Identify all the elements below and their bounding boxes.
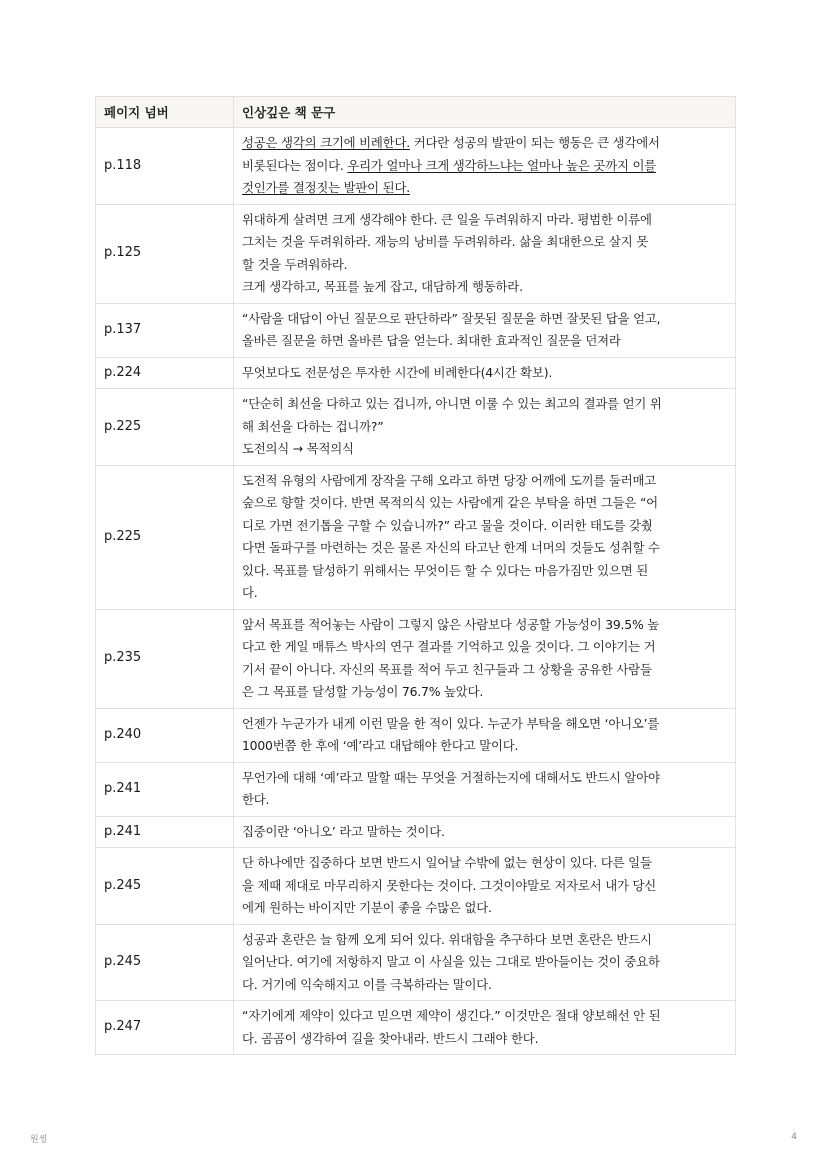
quote-cell [234,389,736,466]
quote-text: 다면 돌파구를 마련하는 것은 물론 자신의 타고난 한계 너머의 것들도 성취할 수 [242,540,660,555]
footer-book-title: 원씽 [30,1135,48,1145]
quote-line [242,821,727,844]
quote-line [242,177,727,200]
quote-line [242,438,727,461]
page-number-cell: p.224 [96,357,234,389]
quote-text: 디로 가면 전기톱을 구할 수 있습니까?” 라고 물을 것이다. 이러한 태도를 갖췄 [242,517,653,533]
quote-line [242,1028,727,1051]
quote-line [242,582,727,605]
quote-line [242,614,727,637]
page-number-cell: p.225 [96,465,234,609]
quote-line [242,681,727,704]
underlined-text: 성공은 생각의 크기에 비례한다. [242,135,410,150]
quote-text: 그치는 것을 두려워하라. 재능의 낭비를 두려워하라. 삶을 최대한으로 살지 못 [242,234,648,249]
quote-text: 도전적 유형의 사람에게 장작을 구해 오라고 하면 당장 어깨에 도끼를 둘러매고 [242,472,657,488]
quote-line [242,308,727,331]
quote-cell [234,816,736,848]
quote-text: 할 것을 두려워하라. [242,256,348,272]
quote-cell [234,924,736,1001]
underlined-text: 것인가를 결정짓는 발판이 된다. [242,180,410,195]
quote-cell [234,1001,736,1055]
quote-text: 다. 거기에 익숙해지고 이를 극복하라는 말이다. [242,976,492,992]
quote-text: 다고 한 게일 매튜스 박사의 연구 결과를 기억하고 있을 것이다. 그 이야기는 거 [242,639,656,654]
quote-line [242,330,727,353]
quote-text: 커다란 성공의 발판이 되는 행동은 큰 생각에서 [409,135,660,150]
quote-text: 도전의식 → 목적의식 [242,441,354,456]
quote-line [242,209,727,232]
quote-line [242,713,727,736]
quote-line [242,875,727,898]
quote-line [242,416,727,439]
quote-text: 을 제때 제대로 마무리하지 못한다는 것이다. 그것이야말로 저자로서 내가 당신 [242,877,657,893]
quote-text: 올바른 질문을 하면 올바른 답을 얻는다. 최대한 효과적인 질문을 던져라 [242,333,621,348]
quote-line [242,951,727,974]
table-row [96,609,736,708]
quote-text: 위대하게 살려면 크게 생각해야 한다. 큰 일을 두려워하지 마라. 평범한 이류에 [242,211,652,227]
quote-text: “자기에게 제약이 있다고 믿으면 제약이 생긴다.” 이것만은 절대 양보해선 안 된 [242,1008,661,1023]
quote-text: 비롯된다는 점이다. [242,157,348,173]
quote-line [242,789,727,812]
table-row [96,357,736,389]
quote-cell [234,128,736,205]
quote-cell [234,357,736,389]
table-body [96,128,736,1055]
quote-text: 1000번쯤 한 후에 ‘예’라고 대답해야 한다고 말이다. [242,738,519,753]
quote-line [242,929,727,952]
quote-text: 숲으로 향할 것이다. 반면 목적의식 있는 사람에게 같은 부탁을 하면 그들은 “어 [242,495,658,510]
quote-line [242,767,727,790]
quote-line [242,231,727,254]
page-number-cell: p.245 [96,924,234,1001]
quote-line [242,132,727,155]
quote-line [242,362,727,385]
quote-text: 있다. 목표를 달성하기 위해서는 무엇이든 할 수 있다는 마음가짐만 있으면 된 [242,562,648,578]
table-row [96,708,736,762]
quote-text: 한다. [242,792,270,807]
quote-line [242,974,727,997]
quote-cell [234,762,736,816]
quote-line [242,470,727,493]
header-quote: 인상깊은 책 문구 [234,97,736,128]
header-page-number: 페이지 넘버 [96,97,234,128]
quote-text: 성공과 혼란은 늘 함께 오게 되어 있다. 위대함을 추구하다 보면 혼란은 반드시 [242,931,652,947]
quote-line [242,1005,727,1028]
quote-text: 기서 끝이 아니다. 자신의 목표를 적어 두고 친구들과 그 상황을 공유한 사람들 [242,661,652,677]
page-number-cell: p.241 [96,816,234,848]
quote-text: 크게 생각하고, 목표를 높게 잡고, 대담하게 행동하라. [242,279,523,294]
quote-line [242,560,727,583]
quote-text: 해 최선을 다하는 겁니까?” [242,418,384,434]
quote-line [242,659,727,682]
quote-text: 에게 원하는 바이지만 기분이 좋을 수많은 없다. [242,900,492,915]
quote-text: 은 그 목표를 달성할 가능성이 76.7% 높았다. [242,684,484,699]
quote-cell [234,465,736,609]
quote-line [242,735,727,758]
table-row [96,128,736,205]
page-number-cell: p.240 [96,708,234,762]
quote-cell [234,204,736,303]
underlined-text: 우리가 얼마나 크게 생각하느냐는 얼마나 높은 곳까지 이를 [347,157,657,173]
table-row [96,465,736,609]
quote-text: 다. [242,585,258,600]
page-number-cell: p.118 [96,128,234,205]
table-header-row [96,97,736,128]
quote-cell [234,303,736,357]
quote-line [242,537,727,560]
page-number-cell: p.137 [96,303,234,357]
quote-text: 다. 곰곰이 생각하여 길을 찾아내라. 반드시 그래야 한다. [242,1030,539,1046]
page-number-cell: p.245 [96,848,234,925]
page-number-cell: p.235 [96,609,234,708]
quote-text: 일어난다. 여기에 저항하지 말고 이 사실을 있는 그대로 받아들이는 것이 중요하 [242,954,660,969]
quote-cell [234,609,736,708]
quote-text: 무엇보다도 전문성은 투자한 시간에 비례한다(4시간 확보). [242,364,553,380]
quote-text: 집중이란 ‘아니오’ 라고 말하는 것이다. [242,823,445,839]
quote-line [242,155,727,178]
table-row [96,303,736,357]
page-number-cell: p.225 [96,389,234,466]
table-row [96,816,736,848]
table-row [96,924,736,1001]
quote-line [242,492,727,515]
quote-line [242,852,727,875]
quote-line [242,276,727,299]
quote-text: “사람을 대답이 아닌 질문으로 판단하라” 잘못된 질문을 하면 잘못된 답을 얻고, [242,310,661,326]
table-row [96,204,736,303]
quote-cell [234,708,736,762]
quote-line [242,636,727,659]
quote-line [242,254,727,277]
table-row [96,762,736,816]
quote-line [242,515,727,538]
quotes-table [95,96,736,1055]
table-row [96,848,736,925]
page-number-cell: p.125 [96,204,234,303]
quote-text: 무언가에 대해 ‘예’라고 말할 때는 무엇을 거절하는지에 대해서도 반드시 알아야 [242,769,660,785]
table-row [96,1001,736,1055]
quote-line [242,393,727,416]
quote-text: “단순히 최선을 다하고 있는 겁니까, 아니면 이룰 수 있는 최고의 결과를 얻기 위 [242,396,662,411]
page-number-cell: p.247 [96,1001,234,1055]
table-row [96,389,736,466]
quote-text: 앞서 목표를 적어놓는 사람이 그렇지 않은 사람보다 성공할 가능성이 39.5% 높 [242,616,660,632]
quote-line [242,897,727,920]
page-number-cell: p.241 [96,762,234,816]
footer-page-number: 4 [791,1132,797,1142]
quote-text: 단 하나에만 집중하다 보면 반드시 일어날 수밖에 없는 현상이 있다. 다른 일들 [242,855,652,870]
quote-cell [234,848,736,925]
quote-text: 언젠가 누군가가 내게 이런 말을 한 적이 있다. 누군가 부탁을 해오면 ‘아니오’를 [242,715,660,731]
